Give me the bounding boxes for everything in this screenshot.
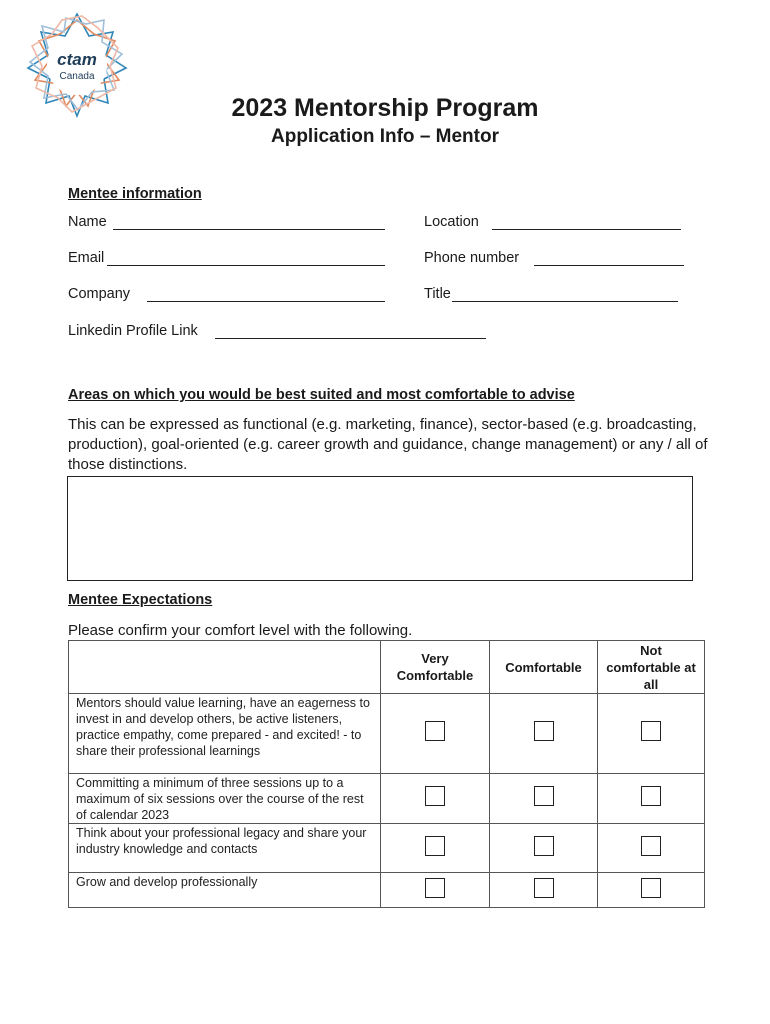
phone-input-line[interactable] [534, 265, 684, 266]
not-comfortable-checkbox[interactable] [641, 878, 661, 898]
not-comfortable-cell [598, 824, 705, 873]
not-comfortable-cell [598, 774, 705, 824]
name-input-line[interactable] [113, 229, 385, 230]
statement-cell: Committing a minimum of three sessions up to a maximum of six sessions over the course of the rest of calendar 2023 [69, 774, 381, 824]
comfortable-cell [490, 873, 598, 908]
not-comfortable-checkbox[interactable] [641, 786, 661, 806]
name-label: Name [68, 214, 107, 230]
comfortable-cell [490, 824, 598, 873]
header-statement [69, 641, 381, 694]
very-comfortable-cell [381, 824, 490, 873]
statement-cell: Mentors should value learning, have an eagerness to invest in and develop others, be active listeners, practice empathy, come prepared - and excited! - to share their professional learnings [69, 694, 381, 774]
table-row [69, 774, 705, 824]
areas-text-box[interactable] [67, 476, 693, 581]
logo-wordmark: ctam [57, 50, 97, 69]
comfort-table [68, 640, 705, 908]
email-input-line[interactable] [107, 265, 385, 266]
header-comfortable: Comfortable [490, 641, 598, 694]
not-comfortable-cell [598, 873, 705, 908]
location-input-line[interactable] [492, 229, 681, 230]
very-comfortable-cell [381, 774, 490, 824]
company-input-line[interactable] [147, 301, 385, 302]
header-very-comfortable [381, 641, 490, 694]
location-label: Location [424, 214, 479, 230]
linkedin-label: Linkedin Profile Link [68, 323, 198, 339]
comfortable-checkbox[interactable] [534, 721, 554, 741]
statement-cell: Think about your professional legacy and share your industry knowledge and contacts [69, 824, 381, 873]
not-comfortable-checkbox[interactable] [641, 721, 661, 741]
page-subtitle: Application Info – Mentor [271, 126, 499, 147]
areas-heading: Areas on which you would be best suited and most comfortable to advise [68, 387, 575, 403]
table-row [69, 694, 705, 774]
title-input-line[interactable] [452, 301, 678, 302]
header-not-comfortable-label: Not comfortable at all [606, 642, 696, 692]
mentee-info-heading: Mentee information [68, 186, 202, 202]
very-comfortable-cell [381, 873, 490, 908]
header-very-comfortable-label: Very Comfortable [396, 651, 474, 683]
comfortable-cell [490, 694, 598, 774]
very-comfortable-checkbox[interactable] [425, 836, 445, 856]
logo-subtext: Canada [59, 71, 95, 82]
title-label: Title [424, 286, 451, 302]
comfortable-checkbox[interactable] [534, 786, 554, 806]
comfortable-checkbox[interactable] [534, 836, 554, 856]
comfortable-checkbox[interactable] [534, 878, 554, 898]
not-comfortable-cell [598, 694, 705, 774]
linkedin-input-line[interactable] [215, 338, 486, 339]
expectations-instruction: Please confirm your comfort level with the following. [68, 622, 413, 639]
table-row [69, 824, 705, 873]
email-label: Email [68, 250, 105, 266]
very-comfortable-checkbox[interactable] [425, 786, 445, 806]
very-comfortable-checkbox[interactable] [425, 721, 445, 741]
page-title: 2023 Mentorship Program [231, 94, 539, 122]
areas-description: This can be expressed as functional (e.g. marketing, finance), sector-based (e.g. broadcasting, production), goal-oriented (e.g. career growth and guidance, change management) or any / all of those distinctions. [68, 416, 708, 473]
very-comfortable-checkbox[interactable] [425, 878, 445, 898]
phone-label: Phone number [424, 250, 520, 266]
table-header-row [69, 641, 705, 694]
expectations-heading: Mentee Expectations [68, 592, 213, 608]
company-label: Company [68, 286, 131, 302]
comfortable-cell [490, 774, 598, 824]
not-comfortable-checkbox[interactable] [641, 836, 661, 856]
header-not-comfortable [598, 641, 705, 694]
statement-cell: Grow and develop professionally [69, 873, 381, 908]
very-comfortable-cell [381, 694, 490, 774]
table-row [69, 873, 705, 908]
